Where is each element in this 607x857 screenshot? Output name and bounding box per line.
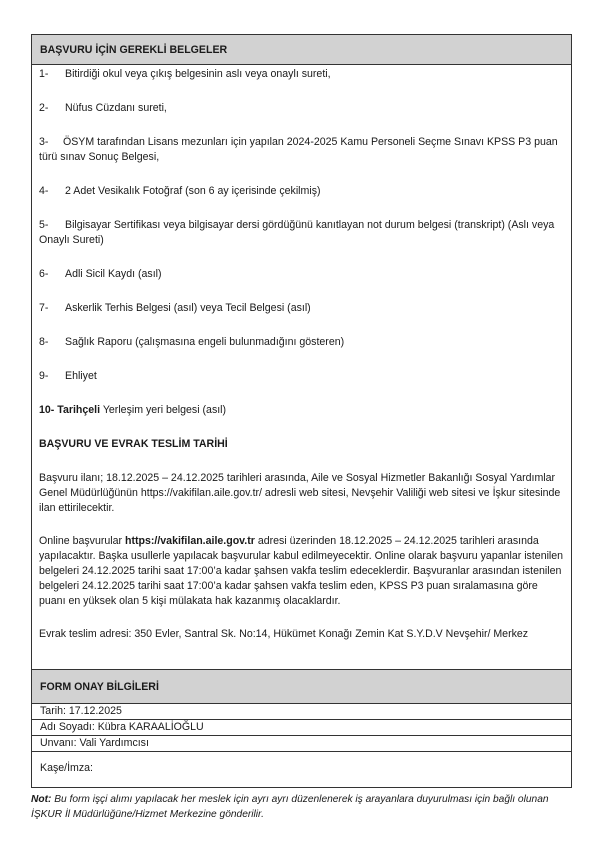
list-item	[39, 101, 564, 116]
item-text: 10- Tarihçeli Yerleşim yeri belgesi (asıl)	[39, 404, 227, 416]
item-number: 7-	[39, 302, 49, 314]
list-item	[39, 335, 564, 350]
item-text: Askerlik Terhis Belgesi (asıl) veya Tecil Belgesi (asıl)	[65, 302, 311, 314]
item-number: 6-	[39, 268, 49, 280]
list-item	[39, 135, 564, 165]
form-body	[32, 65, 571, 669]
online-application-paragraph: Online başvurular https://vakifilan.aile.gov.tr adresi üzerinden 18.12.2025 – 24.12.2025 tarihleri arasında yapılacaktır. Başka usullerle yapılacak başvurular kabul edilmeyecektir. Online olarak başvuru yapanlar istenilen belgeleri 24.12.2025 tarihi saat 17:00’a kadar şahsen vakfa teslim edeceklerdir. Başvuranlar arasından istenilen belgeleri 24.12.2025 tarihi saat 17:00’a kadar şahsen vakfa teslim eden, KPSS P3 puan sıralamasına göre puanı en yüksek olan 5 kişi mülakata hak kazanmış olacaklardır.	[39, 535, 564, 607]
list-item	[39, 67, 564, 82]
section-title: FORM ONAY BİLGİLERİ	[40, 680, 159, 693]
item-text: 3- ÖSYM tarafından Lisans mezunları için yapılan 2024-2025 Kamu Personeli Seçme Sınavı KPSS P3 puan türü sınav Sonuç Belgesi,	[39, 136, 558, 163]
date-value: Tarih: 17.12.2025	[40, 705, 122, 717]
title-row	[32, 736, 571, 752]
section-title: BAŞVURU İÇİN GEREKLİ BELGELER	[40, 43, 228, 56]
list-item	[39, 267, 564, 282]
list-item	[39, 403, 564, 418]
item-text: Adli Sicil Kaydı (asıl)	[65, 268, 162, 280]
name-value: Adı Soyadı: Kübra KARAALİOĞLU	[40, 721, 204, 733]
announcement-paragraph: Başvuru ilanı; 18.12.2025 – 24.12.2025 tarihleri arasında, Aile ve Sosyal Hizmetler Bakanlığı Sosyal Yardımlar Genel Müdürlüğünün https://vakifilan.aile.gov.tr/ adresli web sitesi, Nevşehir Valiliği web sitesi ve İşkur sitesinde ilan ettirilecektir.	[39, 472, 561, 514]
name-row	[32, 720, 571, 736]
footnote	[31, 792, 579, 822]
item-number: 1-	[39, 68, 49, 80]
item-number: 9-	[39, 370, 49, 382]
section-header-form-approval	[32, 669, 571, 704]
item-text: 5- Bilgisayar Sertifikası veya bilgisayar dersi gördüğünü kanıtlayan not durum belgesi (transkript) (Aslı veya Onaylı Sureti)	[39, 219, 555, 246]
list-item	[39, 184, 564, 199]
list-item	[39, 301, 564, 316]
list-item	[39, 218, 564, 248]
item-number: 4-	[39, 185, 49, 197]
section-header-required-documents	[32, 35, 571, 65]
item-text: Ehliyet	[65, 370, 97, 382]
item-text: Bitirdiği okul veya çıkış belgesinin aslı veya onaylı sureti,	[65, 68, 331, 80]
item-number: 8-	[39, 336, 49, 348]
form-frame	[31, 34, 572, 788]
note-text: Bu form işçi alımı yapılacak her meslek için ayrı ayrı düzenlenerek iş arayanlara duyurulması için bağlı olunan İŞKUR İl Müdürlüğüne/Hizmet Merkezine gönderilir.	[31, 794, 549, 820]
title-value: Unvanı: Vali Yardımcısı	[40, 737, 149, 749]
delivery-address: Evrak teslim adresi: 350 Evler, Santral Sk. No:14, Hükümet Konağı Zemin Kat S.Y.D.V Nevşehir/ Merkez	[39, 628, 529, 640]
item-text: Nüfus Cüzdanı sureti,	[65, 102, 167, 114]
signature-row	[32, 752, 571, 784]
list-item	[39, 369, 564, 384]
section-title-application-dates: BAŞVURU VE EVRAK TESLİM TARİHİ	[39, 438, 228, 450]
note-label: Not:	[31, 794, 52, 805]
item-number: 2-	[39, 102, 49, 114]
signature-label: Kaşe/İmza:	[40, 761, 93, 774]
item-text: 2 Adet Vesikalık Fotoğraf (son 6 ay içerisinde çekilmiş)	[65, 185, 321, 197]
application-link[interactable]: https://vakifilan.aile.gov.tr	[124, 535, 255, 547]
item-text: Sağlık Raporu (çalışmasına engeli bulunmadığını gösteren)	[65, 336, 345, 348]
date-row	[32, 704, 571, 720]
